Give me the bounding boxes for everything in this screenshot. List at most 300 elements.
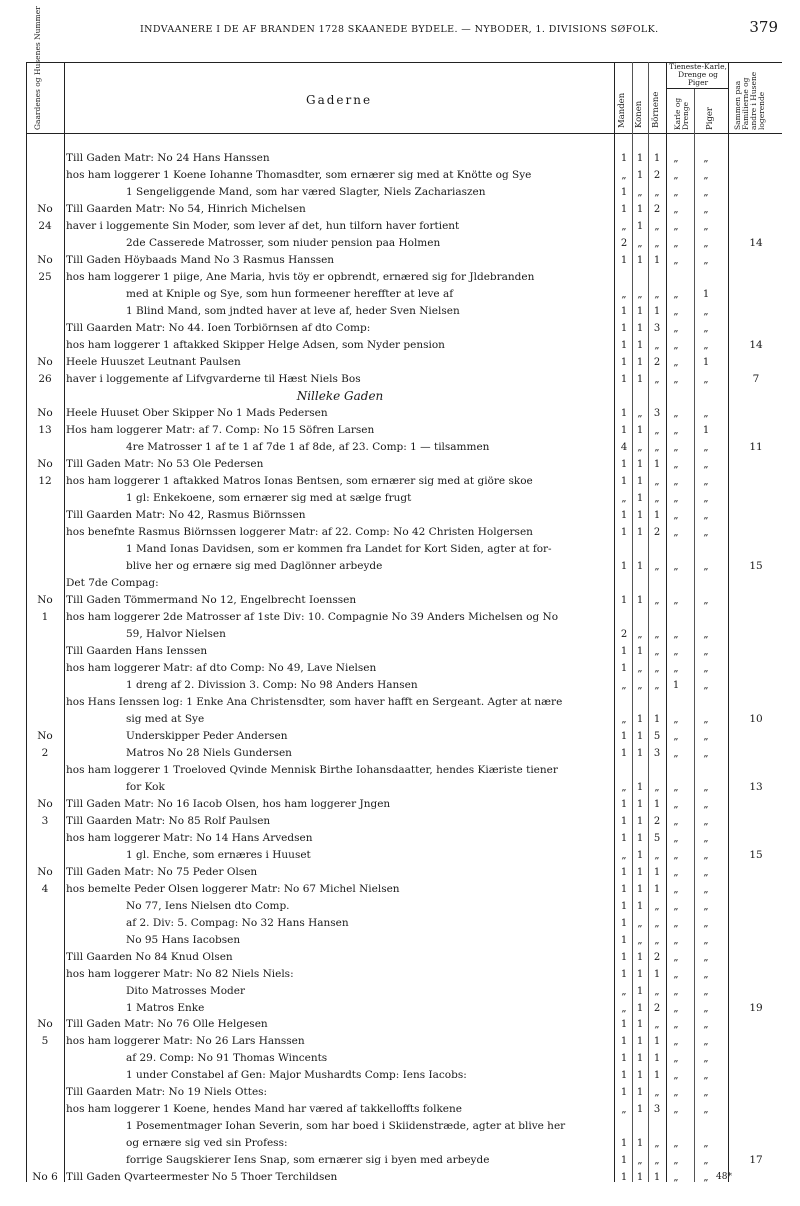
table-row (0, 592, 800, 609)
bornene-cell: „ (654, 934, 660, 946)
konen-cell: 1 (636, 1172, 644, 1184)
piger-cell: 1 (702, 356, 710, 368)
bornene-cell: „ (654, 339, 660, 351)
house-number: 2 (41, 746, 49, 759)
konen-cell: 1 (636, 356, 644, 368)
manden-cell: 1 (620, 526, 628, 538)
total-cell: 14 (749, 338, 763, 351)
col-header-tjeneste: Tieneste-Karle, Drenge og Piger (669, 62, 727, 87)
konen-cell: 1 (636, 254, 644, 266)
col-header-manden: Manden (617, 92, 627, 128)
house-number: No (37, 1018, 53, 1031)
piger-cell: „ (703, 815, 709, 827)
manden-cell: 2 (620, 237, 628, 249)
piger-cell: „ (703, 781, 709, 793)
piger-cell: „ (703, 1070, 709, 1082)
manden-cell: 1 (620, 815, 628, 827)
konen-cell: „ (637, 679, 643, 691)
house-number: 5 (41, 1035, 49, 1048)
table-row (0, 167, 800, 184)
piger-cell: „ (703, 1155, 709, 1167)
karle-cell: „ (673, 458, 679, 470)
piger-cell: „ (703, 662, 709, 674)
entry-text: Dito Matrosses Moder (126, 984, 245, 997)
entry-text: Till Gaden Matr: No 76 Olle Helgesen (66, 1018, 268, 1031)
bornene-cell: „ (654, 645, 660, 657)
house-number: 26 (38, 372, 52, 385)
karle-cell: „ (673, 849, 679, 861)
piger-cell: „ (703, 951, 709, 963)
konen-cell: 1 (636, 203, 644, 215)
entry-text: hos ham loggerer Matr: No 26 Lars Hanssen (66, 1035, 305, 1048)
konen-cell: 1 (636, 594, 644, 606)
entry-text: 1 Blind Mand, som jndted haver at leve af, heder Sven Nielsen (126, 304, 460, 317)
total-cell: 17 (749, 1154, 763, 1167)
bornene-cell: 2 (653, 951, 661, 963)
manden-cell: 1 (620, 1053, 628, 1065)
entry-text: haver i loggemente Sin Moder, som lever af det, hun tilforn haver fortient (66, 219, 460, 232)
table-row (0, 1000, 800, 1017)
manden-cell: 1 (620, 509, 628, 521)
manden-cell: 1 (620, 747, 628, 759)
house-number: No (37, 593, 53, 606)
bornene-cell: „ (654, 781, 660, 793)
entry-text: No 95 Hans Iacobsen (126, 933, 241, 946)
table-row (0, 507, 800, 524)
bornene-cell: „ (654, 917, 660, 929)
total-cell: 10 (749, 712, 763, 725)
bornene-cell: 5 (653, 730, 661, 742)
table-row (0, 1033, 800, 1050)
table-row (0, 1016, 800, 1033)
total-cell: 15 (749, 848, 763, 861)
entry-text: Hos ham loggerer Matr: af 7. Comp: No 15 Söfren Larsen (66, 423, 375, 436)
piger-cell: „ (703, 203, 709, 215)
konen-cell: 1 (636, 968, 644, 980)
konen-cell: 1 (636, 747, 644, 759)
karle-cell: „ (673, 424, 679, 436)
bornene-cell: „ (654, 220, 660, 232)
karle-cell: „ (673, 917, 679, 929)
table-row (0, 1135, 800, 1152)
manden-cell: „ (621, 1104, 627, 1116)
piger-cell: „ (703, 849, 709, 861)
house-number: No (37, 355, 53, 368)
karle-cell: „ (673, 934, 679, 946)
table-row (0, 932, 800, 949)
karle-cell: „ (673, 186, 679, 198)
total-cell: 19 (749, 1001, 763, 1014)
piger-cell: „ (703, 1019, 709, 1031)
manden-cell: 1 (620, 883, 628, 895)
house-number: 25 (38, 270, 52, 283)
karle-cell: „ (673, 628, 679, 640)
manden-cell: „ (621, 1002, 627, 1014)
entry-text: Heele Huuszet Leutnant Paulsen (66, 355, 241, 368)
table-row (0, 354, 800, 371)
table-row (0, 1152, 800, 1169)
entry-text: hos ham loggerer Matr: af dto Comp: No 49, Lave Nielsen (66, 661, 377, 674)
entry-text: Till Gaden Qvarteermester No 5 Thoer Terchildsen (66, 1171, 338, 1184)
konen-cell: 1 (636, 373, 644, 385)
karle-cell: „ (673, 288, 679, 300)
manden-cell: 1 (620, 186, 628, 198)
piger-cell: 1 (702, 424, 710, 436)
table-row (0, 524, 800, 541)
table-row (0, 1067, 800, 1084)
manden-cell: 4 (620, 441, 628, 453)
street-heading: Nilleke Gaden (296, 388, 384, 403)
piger-cell: „ (703, 441, 709, 453)
bornene-cell: 1 (653, 798, 661, 810)
bornene-cell: 3 (653, 407, 661, 419)
karle-cell: „ (673, 730, 679, 742)
piger-cell: „ (703, 798, 709, 810)
table-row (0, 1169, 800, 1186)
karle-cell: 1 (672, 679, 680, 691)
piger-cell: „ (703, 1138, 709, 1150)
bornene-cell: „ (654, 900, 660, 912)
manden-cell: 1 (620, 1019, 628, 1031)
table-row (0, 337, 800, 354)
karle-cell: „ (673, 305, 679, 317)
entry-text: hos ham loggerer 1 aftakked Matros Ionas Bentsen, som ernærer sig med at giöre skoe (66, 474, 533, 487)
piger-cell: „ (703, 628, 709, 640)
manden-cell: 1 (620, 917, 628, 929)
bornene-cell: „ (654, 628, 660, 640)
bornene-cell: „ (654, 288, 660, 300)
karle-cell: „ (673, 1019, 679, 1031)
entry-text: Heele Huuset Ober Skipper No 1 Mads Pedersen (66, 406, 328, 419)
footer-mark: 48* (716, 1172, 732, 1182)
manden-cell: „ (621, 985, 627, 997)
table-row (0, 660, 800, 677)
table-row (0, 745, 800, 762)
karle-cell: „ (673, 1138, 679, 1150)
table-row (0, 779, 800, 796)
entry-text: 1 dreng af 2. Divission 3. Comp: No 98 Anders Hansen (126, 678, 418, 691)
manden-cell: 1 (620, 475, 628, 487)
konen-cell: 1 (636, 1070, 644, 1082)
karle-cell: „ (673, 883, 679, 895)
karle-cell: „ (673, 441, 679, 453)
entry-text: 1 Matros Enke (126, 1001, 205, 1014)
table-row (0, 847, 800, 864)
manden-cell: 1 (620, 203, 628, 215)
manden-cell: 1 (620, 153, 628, 164)
table-row (0, 541, 800, 558)
house-number: No 6 (32, 1171, 58, 1184)
bornene-cell: 2 (653, 1002, 661, 1014)
house-number: No (37, 797, 53, 810)
house-number: 24 (38, 219, 52, 232)
entry-text: sig med at Sye (126, 712, 205, 725)
karle-cell: „ (673, 526, 679, 538)
bornene-cell: „ (654, 662, 660, 674)
manden-cell: 1 (620, 1172, 628, 1184)
bornene-cell: „ (654, 1138, 660, 1150)
total-cell: 14 (749, 236, 763, 249)
piger-cell: „ (703, 220, 709, 232)
manden-cell: 1 (620, 1155, 628, 1167)
karle-cell: „ (673, 203, 679, 215)
piger-cell: „ (703, 1036, 709, 1048)
bornene-cell: 1 (653, 968, 661, 980)
piger-cell: „ (703, 186, 709, 198)
manden-cell: 1 (620, 1036, 628, 1048)
piger-cell: „ (703, 153, 709, 164)
karle-cell: „ (673, 237, 679, 249)
entry-text: Till Gaden Matr: No 24 Hans Hanssen (66, 152, 270, 164)
bornene-cell: „ (654, 594, 660, 606)
entry-text: hos ham loggerer 1 Troeloved Qvinde Mennisk Birthe Iohansdaatter, hendes Kiæriste tiener (66, 763, 558, 776)
table-row (0, 371, 800, 388)
manden-cell: 1 (620, 900, 628, 912)
table-row (0, 303, 800, 320)
entry-text: Till Gaden Matr: No 75 Peder Olsen (66, 865, 258, 878)
entry-text: blive her og ernære sig med Daglönner arbeyde (126, 559, 383, 572)
manden-cell: „ (621, 169, 627, 181)
manden-cell: 1 (620, 424, 628, 436)
manden-cell: 1 (620, 798, 628, 810)
manden-cell: 1 (620, 1087, 628, 1099)
bornene-cell: „ (654, 1087, 660, 1099)
piger-cell: „ (703, 254, 709, 266)
karle-cell: „ (673, 798, 679, 810)
karle-cell: „ (673, 985, 679, 997)
entry-text: hos benefnte Rasmus Biörnssen loggerer Matr: af 22. Comp: No 42 Christen Holgersen (66, 525, 533, 538)
piger-cell: „ (703, 407, 709, 419)
table-row (0, 830, 800, 847)
house-number: No (37, 865, 53, 878)
table-row (0, 966, 800, 983)
entry-text: Till Gaarden Matr: No 44. Ioen Torbiörnsen af dto Comp: (66, 321, 371, 334)
konen-cell: 1 (636, 305, 644, 317)
table-row (0, 218, 800, 235)
bornene-cell: 2 (653, 356, 661, 368)
karle-cell: „ (673, 645, 679, 657)
entry-text: og ernære sig ved sin Profess: (126, 1137, 288, 1150)
entry-text: hos ham loggerer 1 piige, Ane Maria, hvis töy er opbrendt, ernæred sig for Jldebranden (66, 270, 535, 283)
entry-text: 1 Mand Ionas Davidsen, som er kommen fra Landet for Kort Siden, agter at for- (126, 542, 552, 555)
konen-cell: 1 (636, 169, 644, 181)
konen-cell: „ (637, 441, 643, 453)
manden-cell: „ (621, 220, 627, 232)
entry-text: Till Gaarden Matr: No 19 Niels Ottes: (66, 1086, 268, 1099)
piger-cell: „ (703, 475, 709, 487)
bornene-cell: „ (654, 1019, 660, 1031)
bornene-cell: 1 (653, 153, 661, 164)
konen-cell: 1 (636, 1053, 644, 1065)
house-number: 3 (41, 814, 49, 827)
table-row (0, 881, 800, 898)
bornene-cell: „ (654, 441, 660, 453)
piger-cell: „ (703, 730, 709, 742)
house-number: 13 (38, 423, 52, 436)
konen-cell: 1 (636, 900, 644, 912)
konen-cell: 1 (636, 866, 644, 878)
table-row (0, 677, 800, 694)
table-row (0, 286, 800, 303)
piger-cell: „ (703, 492, 709, 504)
table-row (0, 711, 800, 728)
manden-cell: „ (621, 849, 627, 861)
entry-text: 1 gl: Enkekoene, som ernærer sig med at sælge frugt (126, 491, 412, 504)
house-number: 4 (41, 882, 49, 895)
konen-cell: „ (637, 407, 643, 419)
konen-cell: 1 (636, 1087, 644, 1099)
table-row (0, 405, 800, 422)
table-row (0, 864, 800, 881)
bornene-cell: 5 (653, 832, 661, 844)
entry-text: hos bemelte Peder Olsen loggerer Matr: No 67 Michel Nielsen (66, 882, 400, 895)
house-number: No (37, 729, 53, 742)
table-row (0, 320, 800, 337)
manden-cell: 1 (620, 373, 628, 385)
karle-cell: „ (673, 662, 679, 674)
col-header-bornene: Börnene (651, 91, 661, 128)
col-header-gaderne: Gaderne (306, 93, 373, 107)
table-row (0, 915, 800, 932)
karle-cell: „ (673, 951, 679, 963)
manden-cell: 1 (620, 305, 628, 317)
entry-text: 2de Casserede Matrosser, som niuder pension paa Holmen (126, 236, 441, 249)
table-row (0, 626, 800, 643)
konen-cell: 1 (636, 1104, 644, 1116)
entry-text: 1 under Constabel af Gen: Major Mushardts Comp: Iens Iacobs: (126, 1069, 467, 1082)
table-row (0, 949, 800, 966)
bornene-cell: 1 (653, 883, 661, 895)
manden-cell: 1 (620, 1070, 628, 1082)
bornene-cell: „ (654, 492, 660, 504)
entry-text: 1 Sengeliggende Mand, som har væred Slagter, Niels Zachariaszen (126, 185, 486, 198)
table-row (0, 252, 800, 269)
bornene-cell: 1 (653, 713, 661, 725)
entry-text: hos ham loggerer 1 Koene Iohanne Thomasdter, som ernærer sig med at Knötte og Sye (66, 168, 532, 181)
house-number: No (37, 202, 53, 215)
table-row (0, 813, 800, 830)
bornene-cell: 3 (653, 1104, 661, 1116)
entry-text: haver i loggemente af Lifvgvarderne til Hæst Niels Bos (66, 372, 361, 385)
karle-cell: „ (673, 1036, 679, 1048)
piger-cell: „ (703, 1002, 709, 1014)
entry-text: hos Hans Ienssen log: 1 Enke Ana Christensdter, som haver hafft en Sergeant. Agter at nære (66, 695, 563, 708)
col-header-nummer: Gaardenes og Husenes Nummer (33, 6, 42, 130)
konen-cell: 1 (636, 645, 644, 657)
konen-cell: 1 (636, 849, 644, 861)
table-row (0, 609, 800, 626)
bornene-cell: „ (654, 237, 660, 249)
piger-cell: „ (703, 509, 709, 521)
bornene-cell: „ (654, 475, 660, 487)
entry-text: Det 7de Compag: (66, 576, 159, 589)
piger-cell: „ (703, 832, 709, 844)
bornene-cell: „ (654, 186, 660, 198)
table-row (0, 898, 800, 915)
manden-cell: „ (621, 492, 627, 504)
house-number: 1 (41, 610, 49, 623)
table-row (0, 439, 800, 456)
piger-cell: „ (703, 968, 709, 980)
bornene-cell: 1 (653, 458, 661, 470)
manden-cell: 1 (620, 951, 628, 963)
page-number: 379 (749, 18, 778, 36)
piger-cell: „ (703, 1172, 709, 1184)
bornene-cell: 2 (653, 526, 661, 538)
konen-cell: 1 (636, 1036, 644, 1048)
col-header-sammen: Sammen paa Familierne og andre i Husene logerende (733, 71, 766, 130)
bornene-cell: 1 (653, 254, 661, 266)
konen-cell: 1 (636, 560, 644, 572)
manden-cell: 1 (620, 322, 628, 334)
table-row (0, 235, 800, 252)
tjeneste-group-rule (666, 88, 728, 89)
bornene-cell: 1 (653, 866, 661, 878)
konen-cell: 1 (636, 985, 644, 997)
house-number: No (37, 406, 53, 419)
konen-cell: 1 (636, 951, 644, 963)
entry-text: forrige Saugskierer Iens Snap, som ernærer sig i byen med arbeyde (126, 1154, 490, 1167)
karle-cell: „ (673, 254, 679, 266)
konen-cell: „ (637, 186, 643, 198)
col-header-piger: Piger (705, 107, 715, 130)
manden-cell: 1 (620, 1138, 628, 1150)
karle-cell: „ (673, 1002, 679, 1014)
manden-cell: 1 (620, 730, 628, 742)
table-row (0, 1101, 800, 1118)
konen-cell: „ (637, 917, 643, 929)
bornene-cell: 1 (653, 1053, 661, 1065)
konen-cell: 1 (636, 458, 644, 470)
running-title: INDVAANERE I DE AF BRANDEN 1728 SKAANEDE BYDELE. — NYBODER, 1. DIVISIONS SØFOLK. (140, 24, 659, 35)
karle-cell: „ (673, 153, 679, 164)
total-cell: 11 (749, 440, 763, 453)
table-row (0, 201, 800, 218)
entry-text: 4re Matrosser 1 af te 1 af 7de 1 af 8de, af 23. Comp: 1 — tilsammen (126, 440, 490, 453)
manden-cell: „ (621, 288, 627, 300)
piger-cell: „ (703, 560, 709, 572)
karle-cell: „ (673, 356, 679, 368)
konen-cell: 1 (636, 509, 644, 521)
karle-cell: „ (673, 1053, 679, 1065)
manden-cell: 1 (620, 458, 628, 470)
konen-cell: „ (637, 1155, 643, 1167)
konen-cell: „ (637, 934, 643, 946)
bornene-cell: „ (654, 849, 660, 861)
entry-text: Till Gaden Matr: No 53 Ole Pedersen (66, 457, 264, 470)
manden-cell: 1 (620, 560, 628, 572)
entry-text: 59, Halvor Nielsen (126, 627, 226, 640)
manden-cell: „ (621, 781, 627, 793)
bornene-cell: „ (654, 560, 660, 572)
konen-cell: 1 (636, 713, 644, 725)
entry-text: for Kok (126, 780, 165, 793)
bornene-cell: 1 (653, 1070, 661, 1082)
piger-cell: „ (703, 917, 709, 929)
piger-cell: „ (703, 1053, 709, 1065)
piger-cell: „ (703, 169, 709, 181)
karle-cell: „ (673, 713, 679, 725)
table-row (0, 1084, 800, 1101)
entry-text: Matros No 28 Niels Gundersen (126, 746, 292, 759)
piger-cell: „ (703, 934, 709, 946)
piger-cell: „ (703, 747, 709, 759)
entry-text: Till Gaarden Matr: No 42, Rasmus Biörnssen (66, 508, 306, 521)
entry-text: Till Gaden Tömmermand No 12, Engelbrecht Ioenssen (66, 593, 357, 606)
entry-text: med at Kniple og Sye, som hun formeener hereffter at leve af (126, 287, 454, 300)
piger-cell: 1 (702, 288, 710, 300)
konen-cell: 1 (636, 1138, 644, 1150)
